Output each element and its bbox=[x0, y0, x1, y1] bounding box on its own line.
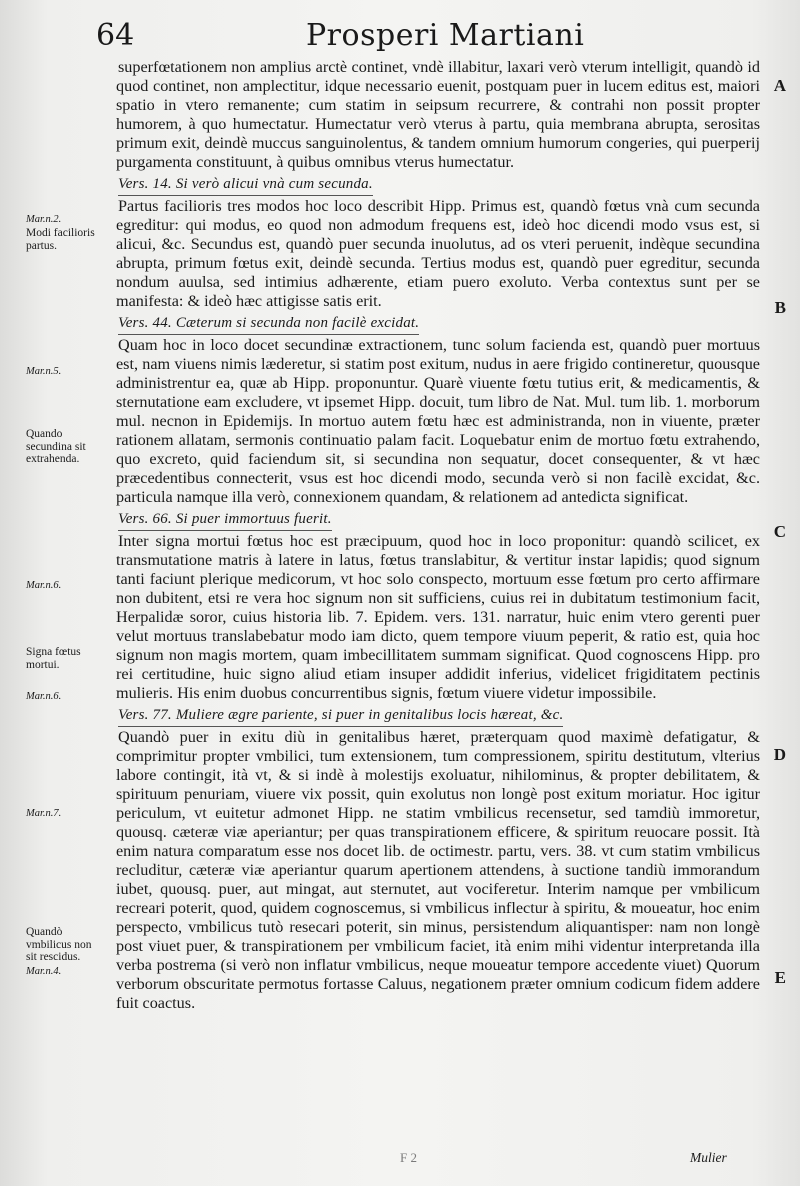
page-header bbox=[96, 18, 780, 58]
verse-heading-text: Vers. 66. Si puer immortuus fuerit. bbox=[118, 510, 332, 531]
section-letter-d: D bbox=[773, 745, 786, 764]
verse-heading-text: Vers. 77. Muliere ægre pariente, si puer in genitalibus locis hæreat, &c. bbox=[118, 706, 563, 727]
verse-heading-text: Vers. 44. Cæterum si secunda non facilè excidat. bbox=[118, 314, 419, 335]
verse-heading bbox=[118, 314, 760, 335]
paragraph: Quam hoc in loco docet secundinæ extractionem, tunc solum facienda est, quandò puer mortuus est, nam viuens nimis læderetur, si statim post exitum, nudus in aere frigido contineretur, quousque administrentur ea, quæ ab Hipp. proponuntur. Quarè viuente fœtu tutius erit, & medicamentis, & sternutatione eam excludere, vt ipsemet Hipp. docuit, tum libro de Nat. Mul. tum lib. 1. morborum mul. necnon in Epidemijs. In mortuo autem fœtu hæc est administranda, non in viuente, præter rationem allatam, sermonis continuatio palam facit. Loquebatur enim de mortuo fœtu extrahendo, quo excreto, quid faciendum sit, si secundina non sequatur, docet consequenter, & vt hæc præcedentibus connecterit, vsus est hoc dicendi modo, secunda verò si non facilè excidat, &c. particula namque illa verò, connexionem quandam, & relationem ad antedicta significat. bbox=[116, 336, 760, 506]
margin-note: Signa fœtus mortui. bbox=[26, 646, 81, 671]
margin-note-ref: Mar.n.5. bbox=[26, 366, 62, 377]
main-text-column bbox=[116, 58, 760, 1013]
paragraph: Inter signa mortui fœtus hoc est præcipuum, quod hoc in loco proponitur: quandò scilicet, ex transmutatione matris à latere in latus, fœtus translabitur, & vertitur instar lapidis; quod signum tanti faciunt plerique medicorum, vt hoc solo conspecto, mortuum esse fœtum pro certo affirmare non dubitent, etsi re vera hoc signum non sit sufficiens, cuius rei in dubitatum testimonium facit, Herpalidæ soror, cuius historia lib. 7. Epidem. vers. 131. narratur, huic enim vtero gerenti puer velut mortuus translabebatur modo iam dicto, quem tempore viuum peperit, & ratio est, quia hoc signum non magis mortem, quam imbecillitatem summam significat. Quod cognoscens Hipp. pro rei certitudine, huic signo aliud etiam insuper addidit inferius, videlicet frigiditatem pectinis mulieris. His enim duobus concurrentibus signis, fœtum viuere videtur impossibile. bbox=[116, 532, 760, 702]
paragraph: Quandò puer in exitu diù in genitalibus hæret, præterquam quod maximè defatigatur, & comprimitur propter vmbilici, tum extensionem, tum compressionem, spiritu destitutum, vlterius labore contingit, ità vt, & si indè à molestijs exoluatur, nihilominus, & propter debilitatem, & spirituum penuriam, viuere vix possit, quin exolutus non longè post exitum moriatur. Hoc igitur periculum, vt euitetur admonet Hipp. ne statim vmbilicus recensetur, sed tamdiù immoretur, quousq. cæteræ viæ aperiantur; per quas transpirationem efficere, & spiritum reuocare possit. Ità enim natura comparatum esse nos docet lib. de octimestr. partu, vers. 38. vt cum statim vmbilicus recluditur, cæteræ viæ aperiantur quarum apertionem attendens, à suctione tandiù immorandum iubet, quousq. puer, aut mingat, aut sternutet, aut vociferetur. Interim namque per vmbilicum recreari poterit, quod, quidem cognoscemus, si vmbilicus inflectur à spiritu, & moueatur, hoc enim perspecto, vmbilicus tutò resecari poterit, sin minus, persistendum aliquantisper: nam non longè post viuet puer, & transpirationem per vmbilicum faciet, ità enim mihi videntur interpretanda illa verba postrema (si verò non inflatur vmbilicus, neque moueatur tempore accedente viuet) Quorum verborum obscuritate permotus fortasse Caluus, negationem præter omnium codicum fidem addere fuit coactus. bbox=[116, 728, 760, 1012]
page-number: 64 bbox=[96, 18, 135, 53]
page-footer bbox=[0, 1150, 800, 1180]
paragraph: superfœtationem non amplius arctè continet, vndè illabitur, laxari verò vterum intelligit, quandò id quod continet, non amplectitur, idque necessario euenit, postquam puer in lucem editus est, maiori spatio in vtero remanente; cum statim in seipsum recurrere, & contrahi non possit propter humorem, à quo humectatur. Humectatur verò vterus à partu, quia membrana abrupta, serositas primum exit, deindè muccus sanguinolentus, & tandem omnium humorum congeries, qui puerperij purgamenta constituunt, à quibus omnibus vterus humectatur. bbox=[116, 58, 760, 171]
verse-heading-text: Vers. 14. Si verò alicui vnà cum secunda. bbox=[118, 175, 373, 196]
verse-heading bbox=[118, 706, 760, 727]
margin-note: Quandò vmbilicus non sit rescidus. bbox=[26, 926, 92, 963]
margin-note-ref: Mar.n.4. bbox=[26, 966, 62, 977]
section-letter-a: A bbox=[773, 76, 786, 95]
verse-heading bbox=[118, 510, 760, 531]
running-head: Prosperi Martiani bbox=[306, 18, 585, 53]
margin-note-ref: Mar.n.2. bbox=[26, 214, 62, 225]
margin-note: Modi facilioris partus. bbox=[26, 227, 95, 252]
margin-note-ref: Mar.n.7. bbox=[26, 808, 62, 819]
section-letter-c: C bbox=[773, 522, 786, 541]
margin-note-ref: Mar.n.6. bbox=[26, 691, 62, 702]
catchword: Mulier bbox=[690, 1150, 727, 1165]
margin-note: Quando secundina sit extrahenda. bbox=[26, 428, 86, 465]
verse-heading bbox=[118, 175, 760, 196]
margin-note-ref: Mar.n.6. bbox=[26, 580, 62, 591]
section-letter-e: E bbox=[774, 968, 786, 987]
paragraph: Partus facilioris tres modos hoc loco describit Hipp. Primus est, quandò fœtus vnà cum secunda egreditur: qui modus, eo quod non admodum frequens est, ideò hoc dicendi modo vsus est, si alicui, &c. Secundus est, quandò puer secunda inuolutus, ad os vteri peruenit, indèque secundina abrupta, primum fœtus exit, deindè secunda. Tertius modus est, quandò puer egreditur, secunda nondum auulsa, sed intimius adhærente, etiam puero exoluto. Verba contextus sunt per se manifesta: & ideò hæc attigisse satis erit. bbox=[116, 197, 760, 310]
section-letter-b: B bbox=[774, 298, 786, 317]
signature-mark: F 2 bbox=[400, 1150, 417, 1165]
